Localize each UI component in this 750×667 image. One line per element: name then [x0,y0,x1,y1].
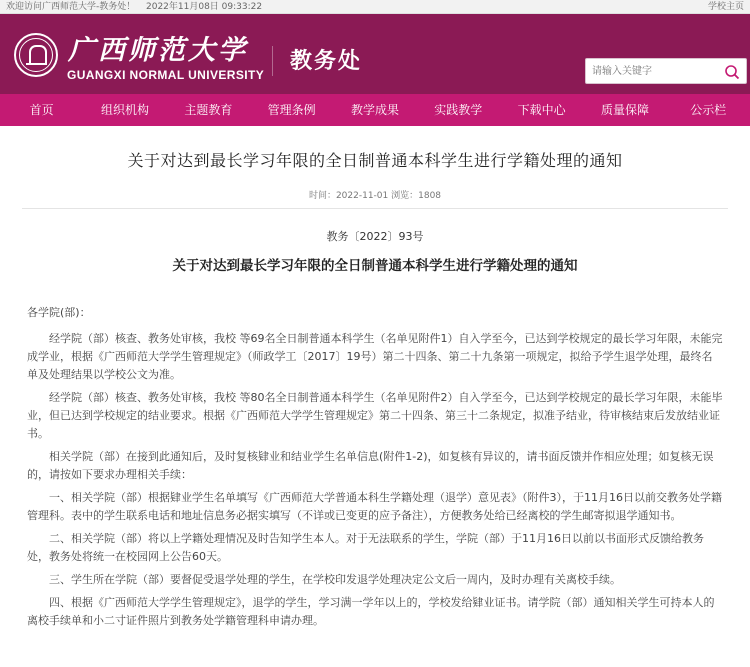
article-meta: 时间：2022-11-01 浏览：1808 [308,191,442,201]
top-bar [0,0,750,14]
main-nav [0,94,750,126]
search-input[interactable] [586,60,716,84]
body-paragraph: 经学院（部）核查、教务处审核，我校 等80名全日制普通本科学生（名单见附件2）自入学至今，已达到学校规定的最长学习年限，未能毕业，但已达到学校规定的结业要求。根据《广西师范大学学生管理规定》第二十四条、第三十二条规定，拟准予结业，待审核结束后发放结业证书。 [27,391,723,440]
nav-item-teaching-achievements[interactable]: 教学成果 [350,103,399,117]
body-paragraph: 三、学生所在学院（部）要督促受退学处理的学生，在学校印发退学处理决定公文后一周内，及时办理有关离校手续。 [49,573,621,586]
body-paragraph: 四、根据《广西师范大学学生管理规定》，退学的学生，学习满一学年以上的，学校发给肄业证书。请学院（部）通知相关学生可持本人的离校手续单和小二寸证件照片到教务处学籍管理科申请办理。 [27,596,715,627]
header-divider [272,46,273,76]
document-title: 关于对达到最长学习年限的全日制普通本科学生进行学籍处理的通知 [172,258,578,274]
university-name-cn[interactable]: 广西师范大学 [68,35,248,66]
nav-item-downloads[interactable]: 下载中心 [517,103,566,117]
nav-item-practical-teaching[interactable]: 实践教学 [434,103,483,117]
search-box[interactable] [585,58,747,84]
datetime-text: 2022年11月08日 09:33:22 [146,2,263,12]
search-icon[interactable] [724,64,740,80]
nav-item-quality-assurance[interactable]: 质量保障 [600,103,649,117]
nav-item-bulletin[interactable]: 公示栏 [690,103,727,117]
nav-item-home[interactable]: 首页 [29,103,54,117]
site-header [0,14,750,94]
body-paragraph: 经学院（部）核查、教务处审核，我校 等69名全日制普通本科学生（名单见附件1）自入学至今，已达到学校规定的最长学习年限，未能完成学业，根据《广西师范大学学生管理规定》（师政学工〔2017〕19号）第二十四条、第二十九条第一项规定，拟给予学生退学处理，最终名单及处理结果以学校公文为准。 [27,332,723,381]
title-divider [22,208,728,209]
nav-item-theme-education[interactable]: 主题教育 [184,103,233,117]
body-paragraph: 一、相关学院（部）根据肄业学生名单填写《广西师范大学普通本科生学籍处理（退学）意见表》（附件3），于11月16日以前交教务处学籍管理科。表中的学生联系电话和地址信息务必据实填写（不详或已变更的应予备注），方便教务处给已经离校的学生邮寄拟退学通知书。 [27,491,722,522]
salutation: 各学院(部)： [27,306,91,319]
nav-item-organization[interactable]: 组织机构 [100,103,149,117]
welcome-text: 欢迎访问广西师范大学-教务处！ [6,2,136,12]
document-number: 教务〔2022〕93号 [326,230,424,243]
nav-item-regulations[interactable]: 管理条例 [267,103,316,117]
article-content [0,126,750,667]
university-emblem-icon[interactable] [14,33,58,77]
department-title: 教务处 [290,49,363,74]
university-name-en: GUANGXI NORMAL UNIVERSITY [67,68,265,82]
article-title: 关于对达到最长学习年限的全日制普通本科学生进行学籍处理的通知 [127,151,623,170]
body-paragraph: 二、相关学院（部）将以上学籍处理情况及时告知学生本人。对于无法联系的学生，学院（部）于11月16日以前以书面形式反馈给教务处，教务处将统一在校园网上公告60天。 [27,532,704,563]
body-paragraph: 相关学院（部）在接到此通知后，及时复核肄业和结业学生名单信息(附件1-2)，如复核有异议的，请书面反馈并作相应处理；如复核无误的，请按如下要求办理相关手续： [27,450,714,481]
article-body [27,304,723,635]
school-homepage-link[interactable]: 学校主页 [707,2,744,12]
